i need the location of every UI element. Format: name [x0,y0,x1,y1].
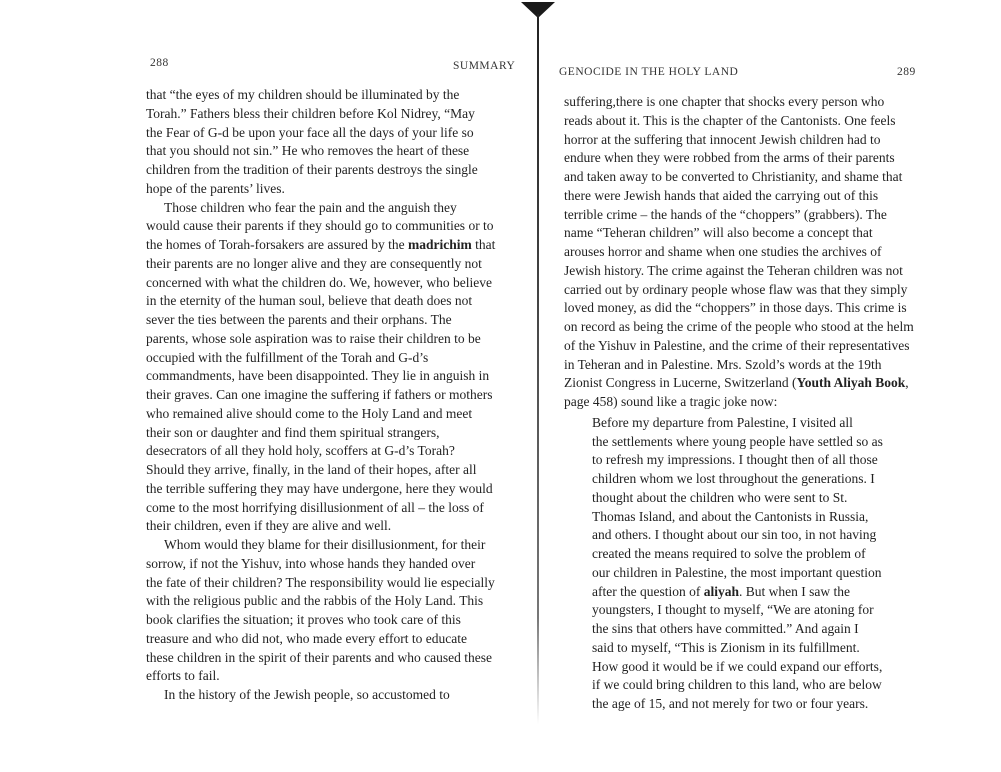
page-number: 288 [150,57,169,69]
text-span: , [905,375,909,391]
text-line: commandments, have been disappointed. They lie in anguish in [146,368,490,384]
text-line: come to the most horrifying disillusionment of all – the loss of [146,499,484,515]
text-line: said to myself, “This is Zionism in its fulfillment. [592,639,860,655]
text-line: children from the tradition of their parents destroys the single [146,162,478,177]
book-gutter [537,14,539,724]
text-line: Before my departure from Palestine, I visited all [592,414,853,430]
text-line: Jewish history. The crime against the Teheran children was not [564,262,903,278]
text-line: these children in the spirit of their parents and who caused these [146,649,493,665]
body-text [564,93,924,714]
block-quote [564,414,924,714]
text-line: loved money, as did the “choppers” in those days. This crime is [564,300,907,316]
text-line: the sins that others have committed.” And again I [592,621,859,636]
text-line: youngsters, I thought to myself, “We are atoning for [592,602,874,618]
text-line [564,374,924,393]
text-line: sever the ties between the parents and their orphans. The [146,312,452,327]
text-line: name “Teheran children” will also become a concept that [564,225,873,241]
emphasis: aliyah [703,583,739,599]
text-line: our children in Palestine, the most important question [592,564,882,580]
text-line: their children, even if they are alive and well. [146,518,392,534]
body-text [146,86,508,705]
text-line: to refresh my impressions. I thought then of all those [592,452,878,468]
page-number: 289 [897,66,916,78]
text-line: desecrators of all they hold holy, scoffers at G-d’s Torah? [146,443,455,459]
text-line: the terrible suffering they may have undergone, here they would [146,480,493,496]
text-line: endure when they were robbed from the arms of their parents [564,150,895,166]
text-line: the age of 15, and not merely for two or four years. [592,696,869,711]
text-line: Thomas Island, and about the Cantonists in Russia, [592,508,869,524]
text-line: the settlements where young people have settled so as [592,433,883,449]
text-line: their son or daughter and find them spiritual strangers, [146,424,440,440]
text-line: with the religious public and the rabbis of the Holy Land. This [146,593,484,609]
text-line: reads about it. This is the chapter of the Cantonists. One feels [564,112,896,128]
text-line: Torah.” Fathers bless their children before Kol Nidrey, “May [146,105,475,121]
text-line: concerned with what the children do. We, however, who believe [146,274,493,290]
text-span: the homes of Torah-forsakers are assured by the [146,237,408,252]
text-line: if we could bring children to this land, who are below [592,677,882,693]
running-head: SUMMARY [453,60,516,72]
text-line: that “the eyes of my children should be illuminated by the [146,87,460,102]
text-span: Zionist Congress in Lucerne, Switzerland ( [564,375,797,391]
text-line: arouses horror and shame when one studies the archives of [564,244,882,259]
text-line: the Fear of G-d be upon your face all the days of your life so [146,124,474,140]
text-line: sorrow, if not the Yishuv, into whose hands they handed over [146,555,476,571]
text-line: would cause their parents if they should go to communities or to [146,218,494,234]
text-line: of the Yishuv in Palestine, and the crime of their representatives [564,337,910,353]
text-line [146,236,508,255]
text-span: that [471,237,496,252]
text-line: that you should not sin.” He who removes the heart of these [146,143,470,159]
text-line: Those children who fear the pain and the anguish they [164,199,457,215]
text-line: in Teheran and in Palestine. Mrs. Szold’s words at the 19th [564,356,882,372]
text-line: How good it would be if we could expand our efforts, [592,658,883,674]
text-line: parents, whose sole aspiration was to raise their children to be [146,330,481,346]
text-line: In the history of the Jewish people, so accustomed to [164,687,450,702]
text-line: there were Jewish hands that aided the carrying out of this [564,187,879,203]
emphasis: madrichim [407,237,472,252]
text-line: terrible crime – the hands of the “choppers” (grabbers). The [564,206,887,222]
text-line: thought about the children who were sent to St. [592,489,848,505]
text-line: their graves. Can one imagine the suffering if fathers or mothers [146,387,493,402]
text-span: after the question of [592,583,704,599]
text-line: hope of the parents’ lives. [146,180,285,196]
right-page [542,0,1001,772]
emphasis: Youth Aliyah Book [796,375,906,391]
text-line: carried out by ordinary people whose flaw was that they simply [564,281,908,297]
text-line: their parents are no longer alive and they are consequently not [146,255,482,271]
text-line: and taken away to be converted to Christianity, and shame that [564,169,903,184]
running-head: GENOCIDE IN THE HOLY LAND [559,66,739,78]
text-line: on record as being the crime of the people who stood at the helm [564,319,914,334]
text-line: suffering,there is one chapter that shocks every person who [564,94,885,109]
text-line: efforts to fail. [146,668,220,684]
text-line: horror at the suffering that innocent Jewish children had to [564,131,881,147]
text-line: children whom we lost throughout the generations. I [592,471,875,486]
text-line: occupied with the fulfillment of the Torah and G-d’s [146,349,429,365]
text-line: created the means required to solve the problem of [592,546,866,561]
text-line: page 458) sound like a tragic joke now: [564,394,778,409]
text-line: Whom would they blame for their disillusionment, for their [164,537,486,552]
text-line: and others. I thought about our sin too, in not having [592,527,877,543]
text-span: . But when I saw the [738,583,850,599]
text-line: treasure and who did not, who made every effort to educate [146,630,468,646]
text-line: who remained alive should come to the Holy Land and meet [146,405,473,421]
text-line: Should they arrive, finally, in the land of their hopes, after all [146,462,477,477]
text-line: in the eternity of the human soul, believe that death does not [146,293,473,309]
text-line [564,583,924,602]
text-line: book clarifies the situation; it proves who took care of this [146,612,461,627]
text-line: the fate of their children? The responsibility would lie especially [146,574,495,590]
